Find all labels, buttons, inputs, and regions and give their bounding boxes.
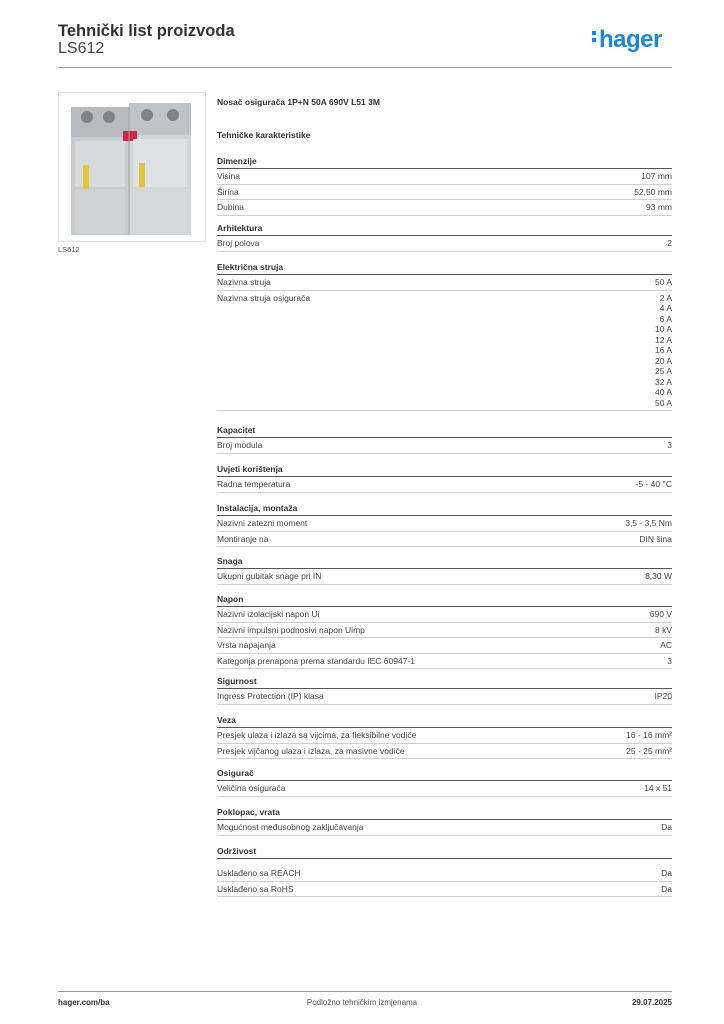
logo-text: hager: [599, 26, 662, 53]
section-title: Arhitektura: [217, 223, 672, 236]
section-dimenzije: [217, 156, 672, 216]
hager-logo: [592, 26, 662, 54]
section-title: Sigurnost: [217, 676, 672, 689]
spec-row: Usklađeno sa RoHS Da: [217, 882, 672, 898]
spec-row: Ukupni gubitak snage pri IN 8,30 W: [217, 569, 672, 585]
spec-row: Mogućnost međusobnog zaključavanja Da: [217, 820, 672, 836]
product-code: LS612: [58, 40, 105, 57]
section-poklopac-vrata: [217, 807, 672, 836]
spec-row: Dubina 93 mm: [217, 200, 672, 216]
spec-row: Montiranje na DIN šina: [217, 532, 672, 548]
section-title: Instalacija, montaža: [217, 503, 672, 516]
spec-row: Ingress Protection (IP) klasa IP20: [217, 689, 672, 705]
section-sigurnost: [217, 676, 672, 705]
logo-dots-icon: [592, 28, 597, 45]
section-title: Kapacitet: [217, 425, 672, 438]
spec-row: Nazivni impulsni podnosivi napon Uimp 8 kV: [217, 623, 672, 639]
spec-row-multi: Nazivna struja osigurača 2 A 4 A 6 A 10 A 12 A 16 A 20 A 25 A 32 A 40 A 50 A: [217, 291, 672, 412]
section-title: Električna struja: [217, 262, 672, 275]
footer-note: Podložno tehničkim izmjenama: [306, 998, 418, 1007]
section-title: Uvjeti korištenja: [217, 464, 672, 477]
footer-divider: [58, 991, 672, 992]
section-osigurac: [217, 768, 672, 797]
spec-row: Širina 52,50 mm: [217, 185, 672, 201]
section-arhitektura: [217, 223, 672, 252]
section-title: Snaga: [217, 556, 672, 569]
section-elektricna-struja: [217, 262, 672, 411]
spec-row: Veličina osigurača 14 x 51: [217, 781, 672, 797]
footer-date: 29.07.2025: [631, 998, 672, 1007]
photo-caption: LS612: [58, 245, 80, 254]
section-title: Održivost: [217, 846, 672, 859]
section-title: Dimenzije: [217, 156, 672, 169]
spec-row: Visina 107 mm: [217, 169, 672, 185]
spec-row: Kategorija prenapona prema standardu IEC 60947-1 3: [217, 654, 672, 670]
spec-row: Nazivni izolacijski napon Ui 690 V: [217, 607, 672, 623]
section-instalacija: [217, 503, 672, 547]
spec-row: Nazivni zatezni moment 3,5 - 3,5 Nm: [217, 516, 672, 532]
spec-row: Usklađeno sa REACH Da: [217, 866, 672, 882]
tech-heading: Tehničke karakteristike: [217, 130, 311, 140]
product-title: Nosač osigurača 1P+N 50A 690V L51 3M: [217, 97, 380, 107]
fuse-holder-icon: [59, 93, 205, 241]
section-odrzivost: [217, 846, 672, 897]
spec-row: Broj modula 3: [217, 438, 672, 454]
document-title: Tehnički list proizvoda: [58, 22, 235, 40]
spec-row: Nazivna struja 50 A: [217, 275, 672, 291]
spec-row: Presjek ulaza i izlaza sa vijcima, za fleksibilne vodiče 16 - 16 mm²: [217, 728, 672, 744]
section-title: Osigurač: [217, 768, 672, 781]
section-veza: [217, 715, 672, 759]
section-uvjeti-koristenja: [217, 464, 672, 493]
spec-row: Radna temperatura -5 - 40 °C: [217, 477, 672, 493]
spec-row: Broj polova 2: [217, 236, 672, 252]
section-napon: [217, 594, 672, 669]
header-divider: [58, 67, 672, 68]
section-kapacitet: [217, 425, 672, 454]
section-snaga: [217, 556, 672, 585]
footer-website: hager.com/ba: [58, 998, 110, 1007]
product-photo: [58, 92, 206, 242]
section-title: Veza: [217, 715, 672, 728]
spec-row: Vrsta napajanja AC: [217, 638, 672, 654]
section-title: Napon: [217, 594, 672, 607]
spec-row: Presjek vijčanog ulaza i izlaza, za masivne vodiče 25 - 25 mm²: [217, 744, 672, 760]
section-title: Poklopac, vrata: [217, 807, 672, 820]
